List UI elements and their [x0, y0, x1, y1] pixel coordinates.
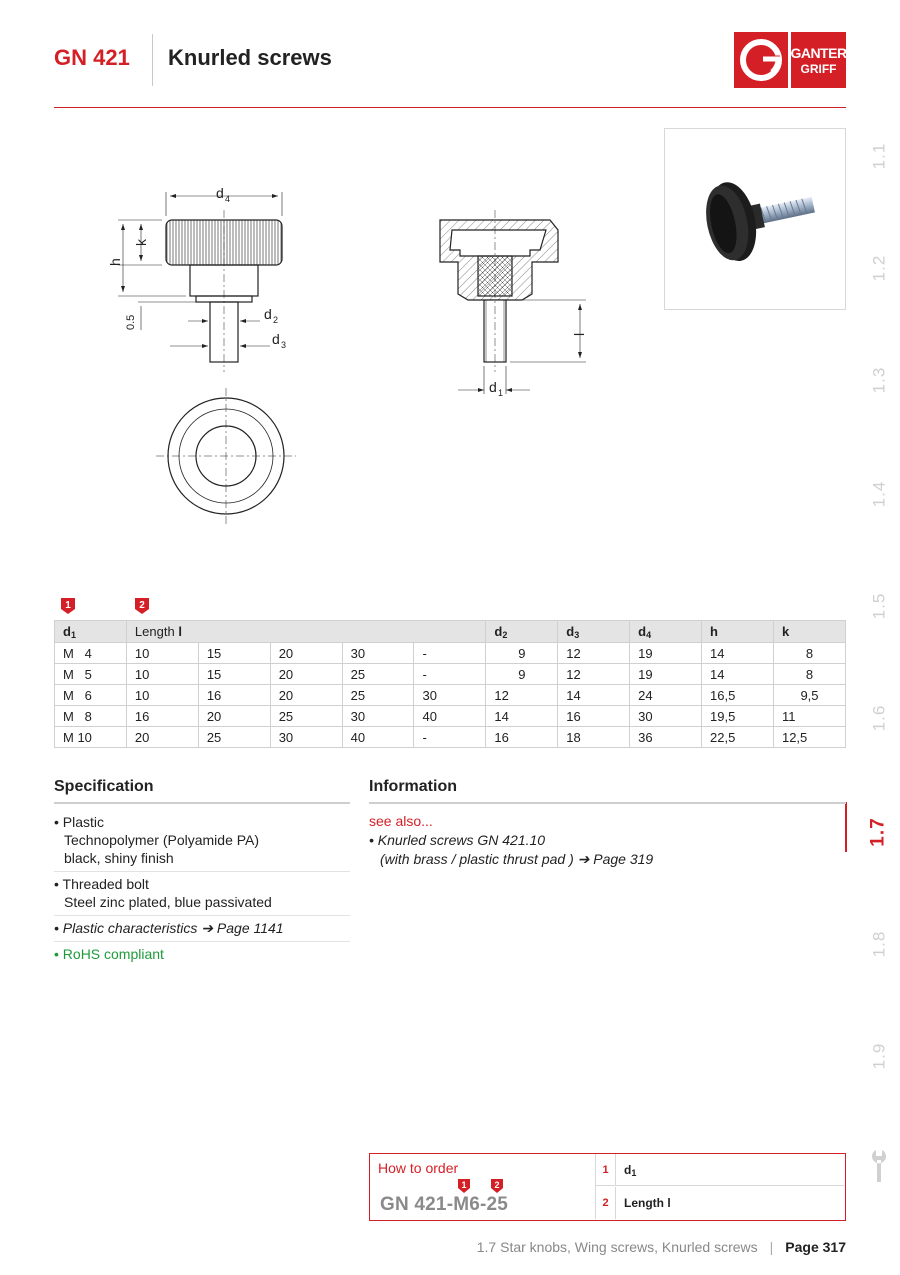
order-code: GN 421-M6-25 [380, 1194, 509, 1215]
ganter-logo-icon [734, 32, 788, 88]
cell: 40 [342, 727, 414, 748]
header-h: h [702, 621, 774, 643]
cell: 15 [198, 664, 270, 685]
cell: 8 [773, 643, 845, 664]
specification-title: Specification [54, 778, 154, 795]
cell: 9 [486, 664, 558, 685]
svg-text:k: k [133, 239, 149, 246]
svg-text:1: 1 [65, 600, 71, 611]
spec-item-bolt: • Threaded bolt Steel zinc plated, blue passivated [54, 872, 350, 916]
cell: M 6 [55, 685, 127, 706]
cell: 20 [270, 643, 342, 664]
nav-item-1-2[interactable]: 1.2 [868, 254, 888, 282]
product-photo [664, 128, 846, 310]
cell: 20 [270, 664, 342, 685]
cell: 8 [773, 664, 845, 685]
section-view [440, 210, 586, 394]
how-to-order-label: How to order [378, 1160, 459, 1176]
nav-item-1-8[interactable]: 1.8 [868, 930, 888, 958]
nav-item-1-7[interactable]: 1.7 [867, 817, 889, 847]
cell: 40 [414, 706, 486, 727]
cell: 30 [342, 643, 414, 664]
cell: 14 [702, 643, 774, 664]
side-view [118, 180, 282, 372]
see-also-label: see also... [369, 813, 433, 829]
cell: 16 [198, 685, 270, 706]
header-length: Length l [126, 621, 485, 643]
spec-item-rohs: • RoHS compliant [54, 946, 164, 962]
cell: 16,5 [702, 685, 774, 706]
cell: 30 [414, 685, 486, 706]
cell: 16 [486, 727, 558, 748]
cell: 30 [630, 706, 702, 727]
svg-text:2: 2 [494, 1180, 500, 1190]
page-title: Knurled screws [168, 45, 332, 70]
cell: 12 [558, 664, 630, 685]
cell: 16 [558, 706, 630, 727]
wrench-icon [864, 1146, 894, 1186]
cell: 36 [630, 727, 702, 748]
cell: 25 [198, 727, 270, 748]
specification-divider [54, 802, 350, 804]
order-row-1: 1 $d_1$ [596, 1154, 844, 1186]
marker-1-icon [60, 597, 76, 615]
marker-2-icon [134, 597, 150, 615]
info-link-line1[interactable]: • Knurled screws GN 421.10 [369, 832, 546, 848]
table-row [55, 685, 846, 706]
cell: - [414, 727, 486, 748]
dimension-table [54, 620, 846, 748]
cell: 12 [486, 685, 558, 706]
cell: 24 [630, 685, 702, 706]
cell: 10 [126, 664, 198, 685]
active-section-marker [845, 802, 847, 852]
footer-section: 1.7 Star knobs, Wing screws, Knurled screws [476, 1239, 758, 1255]
table-markers [54, 597, 846, 619]
cell: 9,5 [773, 685, 845, 706]
cell: 30 [342, 706, 414, 727]
cell: 10 [126, 685, 198, 706]
header-k: k [773, 621, 845, 643]
table-header-row [55, 621, 846, 643]
spec-item-plastic: • Plastic Technopolymer (Polyamide PA) black, shiny finish [54, 810, 350, 872]
cell: - [414, 664, 486, 685]
cell: 25 [342, 685, 414, 706]
cell: 12,5 [773, 727, 845, 748]
svg-text:1: 1 [498, 388, 504, 398]
cell: 19 [630, 643, 702, 664]
table-row [55, 664, 846, 685]
info-link-line2[interactable]: (with brass / plastic thrust pad ) ➔ Page 319 [380, 851, 654, 867]
cell: 25 [342, 664, 414, 685]
spec-item-characteristics[interactable]: • Plastic characteristics ➔ Page 1141 [54, 916, 350, 942]
svg-text:3: 3 [281, 340, 287, 350]
cell: 11 [773, 706, 845, 727]
information-title: Information [369, 778, 457, 795]
cell: M 4 [55, 643, 127, 664]
cell: 18 [558, 727, 630, 748]
page-header [54, 30, 846, 108]
cell: 10 [126, 643, 198, 664]
technical-drawing [100, 180, 600, 530]
svg-text:d: d [272, 331, 280, 347]
ganter-logo-text: GANTER GRIFF [791, 32, 846, 88]
header-d2: $d_2$ [486, 621, 558, 643]
nav-item-1-9[interactable]: 1.9 [868, 1042, 888, 1070]
arrow-right-icon: ➔ [577, 851, 590, 867]
svg-text:d: d [264, 306, 272, 322]
cell: 12 [558, 643, 630, 664]
cell: 14 [486, 706, 558, 727]
title-divider [152, 34, 153, 86]
cell: 20 [270, 685, 342, 706]
cell: M 5 [55, 664, 127, 685]
cell: 20 [198, 706, 270, 727]
order-marker-2-icon [490, 1178, 504, 1194]
cell: 15 [198, 643, 270, 664]
order-code-panel [370, 1154, 596, 1219]
page-number: Page 317 [785, 1239, 846, 1255]
cell: 19 [630, 664, 702, 685]
cell: 30 [270, 727, 342, 748]
svg-text:1: 1 [461, 1180, 467, 1190]
table-row [55, 643, 846, 664]
specification-list [54, 810, 350, 967]
nav-item-1-4[interactable]: 1.4 [868, 480, 888, 508]
svg-text:d: d [216, 185, 224, 201]
ganter-logo [734, 32, 846, 88]
svg-text:h: h [107, 258, 123, 266]
cell: M 8 [55, 706, 127, 727]
header-d3: $d_3$ [558, 621, 630, 643]
nav-item-1-5[interactable]: 1.5 [868, 592, 888, 620]
nav-item-1-1[interactable]: 1.1 [868, 142, 888, 170]
cell: 22,5 [702, 727, 774, 748]
cell: 16 [126, 706, 198, 727]
svg-text:d: d [489, 379, 497, 395]
svg-text:2: 2 [139, 600, 145, 611]
information-divider [369, 802, 846, 804]
table-row [55, 727, 846, 748]
nav-item-1-6[interactable]: 1.6 [868, 704, 888, 732]
header-d1: $d_1$ [55, 621, 127, 643]
how-to-order-box [369, 1153, 846, 1221]
cell: 9 [486, 643, 558, 664]
footer-separator: | [769, 1239, 774, 1255]
arrow-right-icon: ➔ [201, 920, 214, 936]
svg-text:2: 2 [273, 315, 279, 325]
cell: 20 [126, 727, 198, 748]
order-marker-1-icon [457, 1178, 471, 1194]
svg-text:4: 4 [225, 194, 231, 204]
information-block [369, 812, 839, 869]
order-row-2: 2 Length l [596, 1187, 844, 1219]
cell: 19,5 [702, 706, 774, 727]
cell: - [414, 643, 486, 664]
table-row [55, 706, 846, 727]
top-view [156, 388, 296, 524]
nav-item-1-3[interactable]: 1.3 [868, 366, 888, 394]
page-footer [477, 1239, 846, 1255]
header-d4: $d_4$ [630, 621, 702, 643]
cell: 25 [270, 706, 342, 727]
product-code: GN 421 [54, 45, 130, 70]
cell: 14 [558, 685, 630, 706]
cell: M 10 [55, 727, 127, 748]
svg-text:l: l [571, 332, 587, 336]
cell: 14 [702, 664, 774, 685]
svg-text:0.5: 0.5 [125, 314, 137, 330]
